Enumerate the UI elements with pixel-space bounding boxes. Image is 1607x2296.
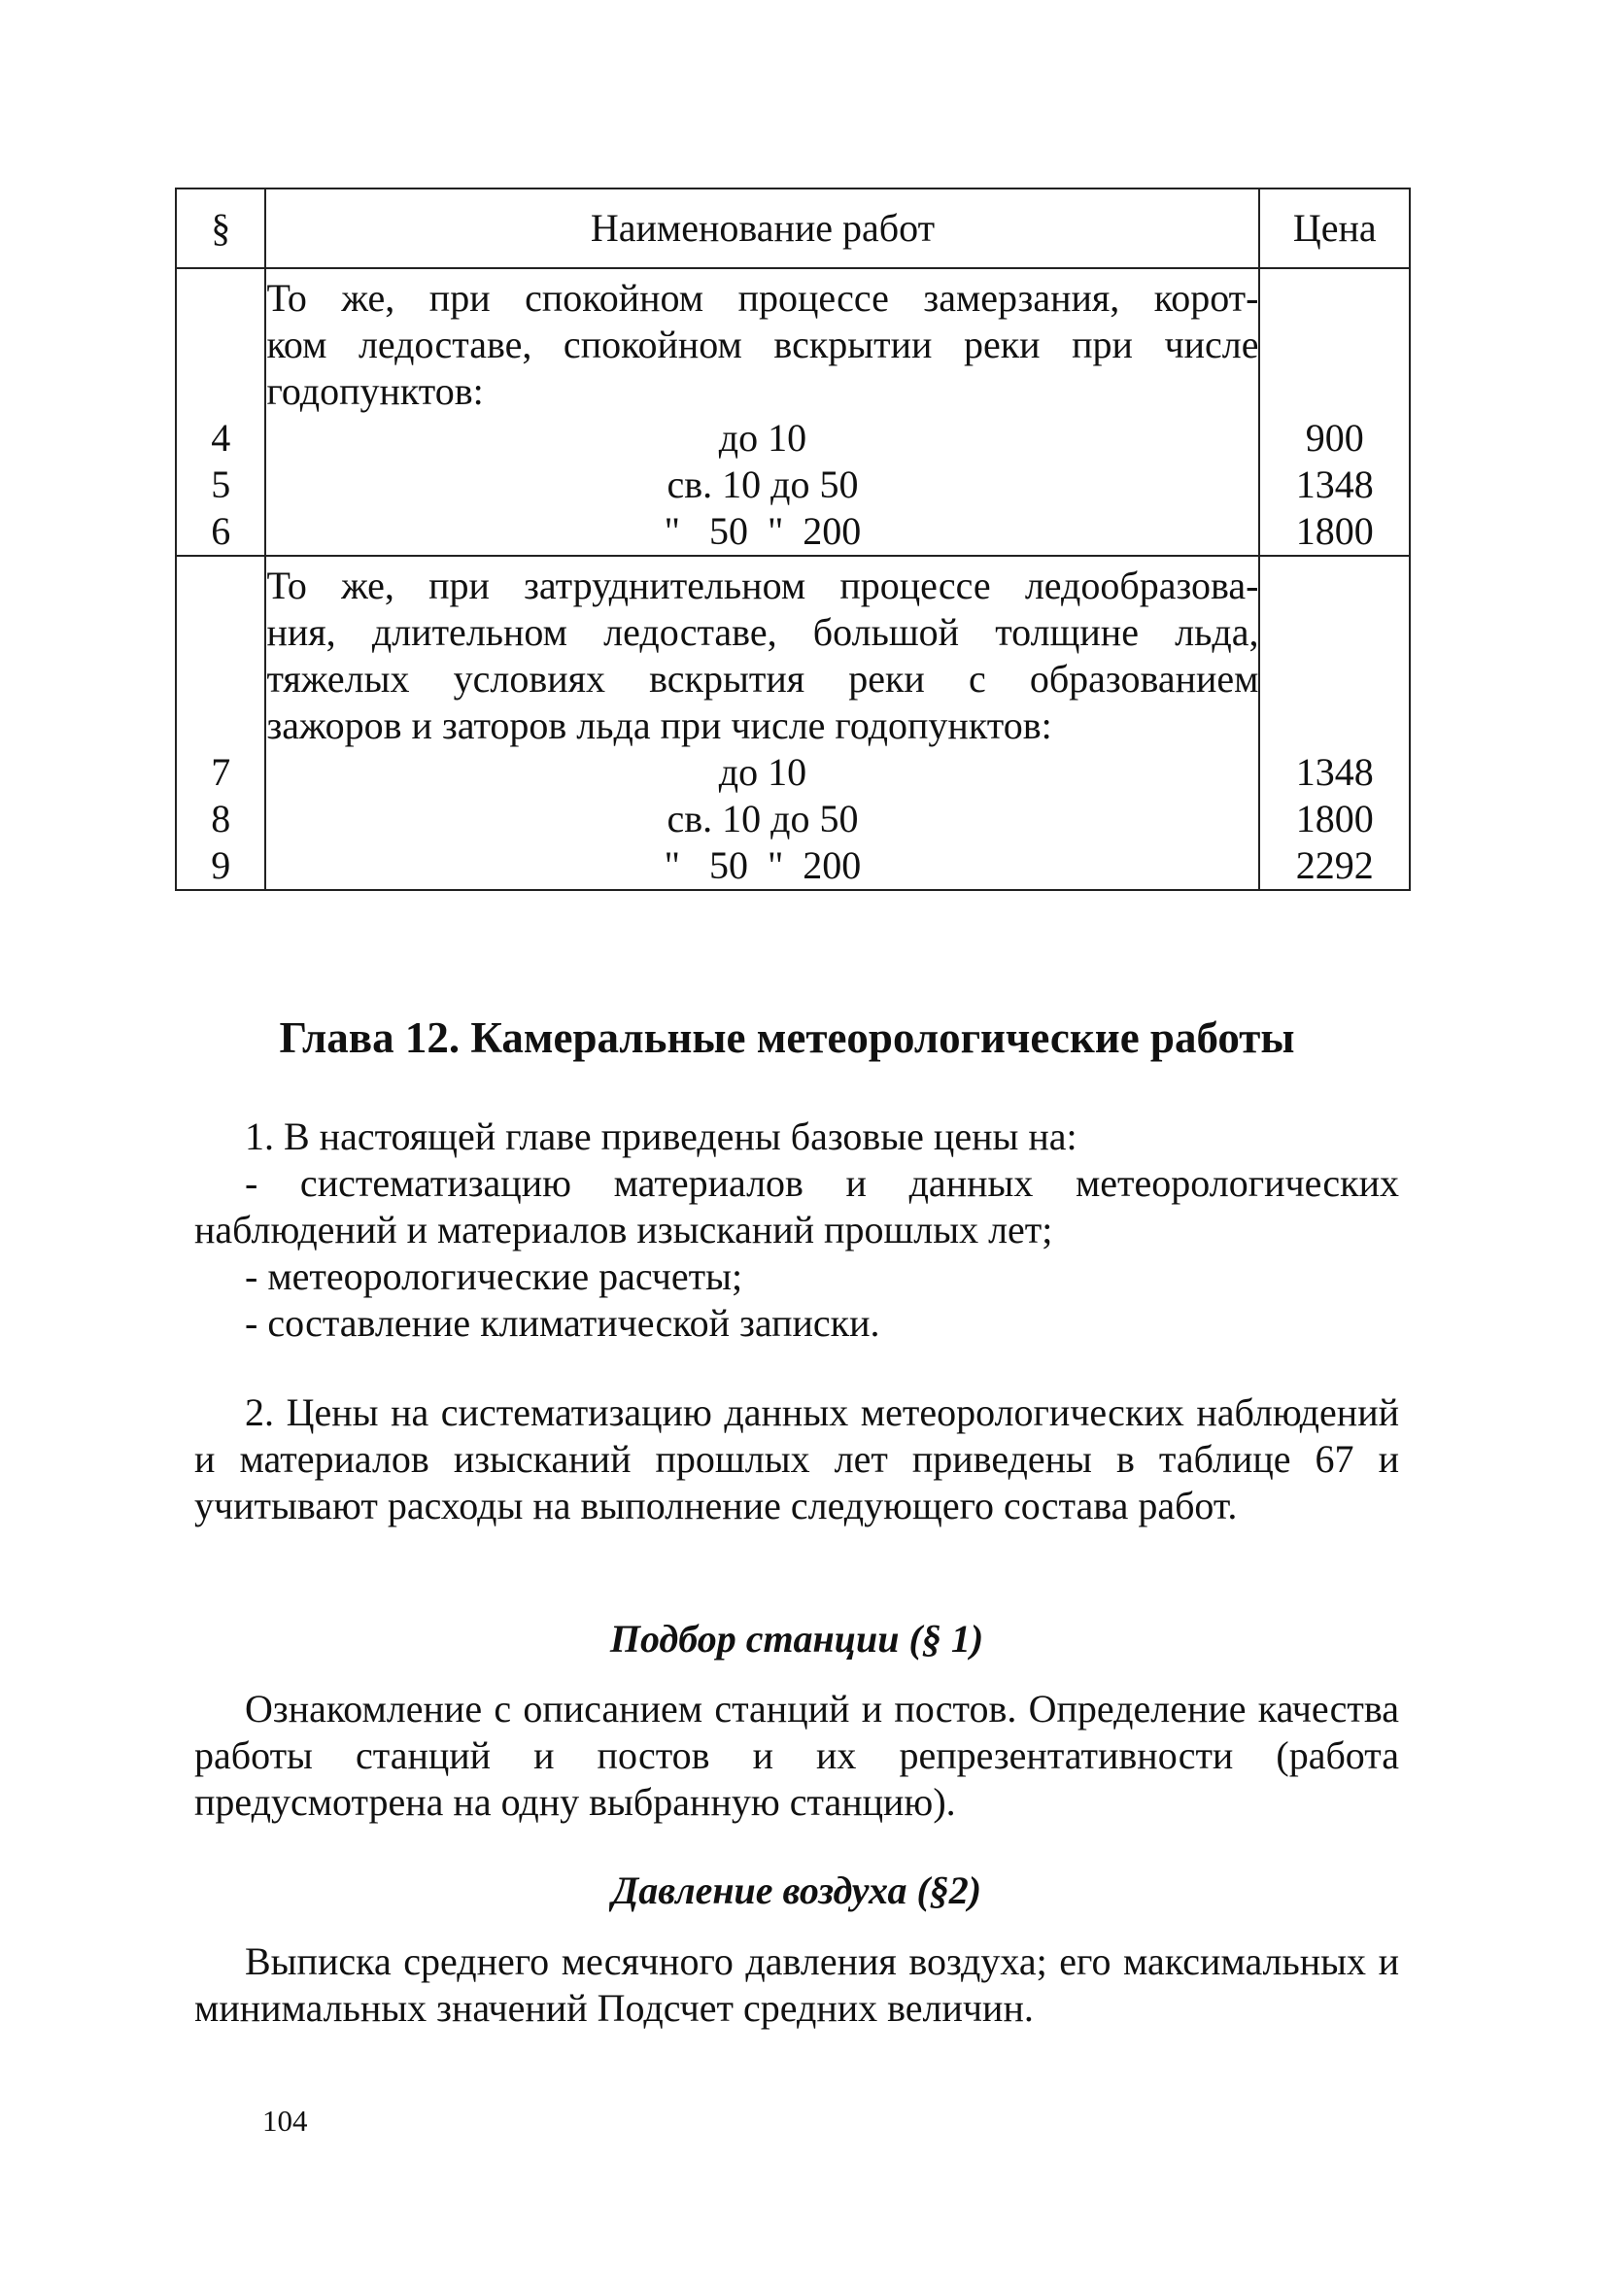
table-row-name: " 50 " 200 <box>664 509 862 553</box>
table-row-name: до 10 <box>718 750 807 794</box>
table-row-paragraph: 7 <box>211 750 231 794</box>
section-1-body <box>194 1686 1399 1826</box>
table-row-paragraph: 8 <box>211 797 231 840</box>
list-item: - систематизацию материалов и данных метеорологических наблюдений и материалов изысканий прошлых лет; <box>194 1161 1399 1251</box>
group-1-paragraphs <box>176 268 265 556</box>
paragraph-1-intro: 1. В настоящей главе приведены базовые цены на: <box>245 1114 1077 1158</box>
group-description-line: ния, длительном ледоставе, большой толщине льда, <box>266 610 1259 654</box>
group-description-line: годопунктов: <box>266 369 484 413</box>
table-row-paragraph: 9 <box>211 843 231 887</box>
group-description-line: То же, при затруднительном процессе ледообразова- <box>266 564 1259 607</box>
list-item: - составление климатической записки. <box>245 1301 880 1345</box>
table-row-name: до 10 <box>718 416 807 460</box>
table-row-name: св. 10 до 50 <box>667 463 859 506</box>
paragraph-2 <box>194 1389 1399 1529</box>
price-table <box>175 188 1411 891</box>
section-2-body <box>194 1938 1399 2032</box>
header-name: Наименование работ <box>265 188 1259 268</box>
group-2-prices <box>1259 556 1410 890</box>
table-row-price: 900 <box>1305 416 1364 460</box>
section-1-text: Ознакомление с описанием станций и постов. Определение качества работы станций и постов и их репрезентативности (работа предусмотрена на одну выбранную станцию). <box>194 1687 1399 1824</box>
table-row-price: 1348 <box>1295 750 1374 794</box>
header-paragraph: § <box>176 188 265 268</box>
table-row-paragraph: 4 <box>211 416 231 460</box>
group-2-names <box>265 556 1259 890</box>
group-2-paragraphs <box>176 556 265 890</box>
list-item: - метеорологические расчеты; <box>245 1254 743 1298</box>
table-group-1 <box>176 268 1410 556</box>
paragraph-2-text: 2. Цены на систематизацию данных метеорологических наблюдений и материалов изысканий прошлых лет приведены в таблице 67 и учитывают расходы на выполнение следующего состава работ. <box>194 1390 1399 1527</box>
group-1-prices <box>1259 268 1410 556</box>
table-row-name: " 50 " 200 <box>664 843 862 887</box>
header-price: Цена <box>1259 188 1410 268</box>
group-1-names <box>265 268 1259 556</box>
table-row-price: 1348 <box>1295 463 1374 506</box>
table-header-row <box>176 188 1410 268</box>
group-description-line: ком ледоставе, спокойном вскрытии реки при числе <box>266 323 1259 366</box>
section-1-heading: Подбор станции (§ 1) <box>609 1617 984 1661</box>
section-2-text: Выписка среднего месячного давления воздуха; его максимальных и минимальных значений Подсчет средних величин. <box>194 1939 1399 2030</box>
table-row-paragraph: 5 <box>211 463 231 506</box>
table-group-2 <box>176 556 1410 890</box>
chapter-title: Глава 12. Камеральные метеорологические работы <box>279 1013 1295 1062</box>
table-row-name: св. 10 до 50 <box>667 797 859 840</box>
group-description-line: тяжелых условиях вскрытия реки с образованием <box>266 657 1259 701</box>
group-description-line: зажоров и заторов льда при числе годопунктов: <box>266 703 1052 747</box>
table-row-paragraph: 6 <box>211 509 231 553</box>
page-number: 104 <box>262 2104 308 2138</box>
table-row-price: 1800 <box>1295 797 1374 840</box>
table-row-price: 2292 <box>1295 843 1374 887</box>
section-2-heading: Давление воздуха (§2) <box>611 1868 982 1912</box>
paragraph-1 <box>194 1114 1399 1347</box>
table-row-price: 1800 <box>1295 509 1374 553</box>
group-description-line: То же, при спокойном процессе замерзания, корот- <box>266 276 1259 320</box>
